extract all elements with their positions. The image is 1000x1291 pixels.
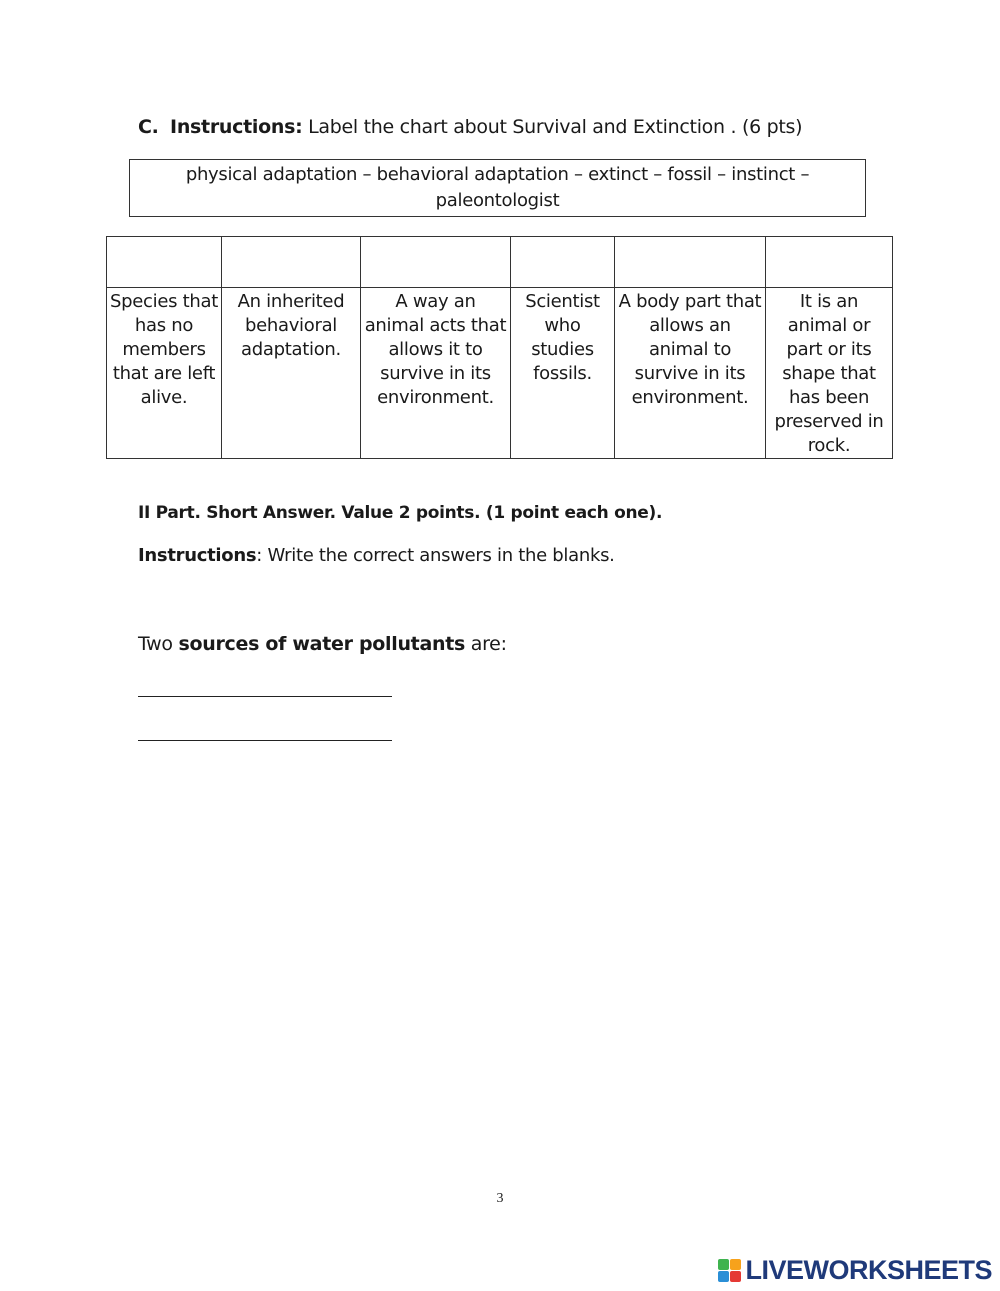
- answer-cell-5[interactable]: [615, 237, 766, 288]
- answer-cell-2[interactable]: [222, 237, 361, 288]
- definition-cell: Scientist who studies fossils.: [511, 288, 615, 459]
- logo-tile: [730, 1259, 741, 1270]
- answer-blank-1[interactable]: [138, 696, 392, 697]
- section-label: C.: [138, 116, 159, 138]
- definition-cell: Species that has no members that are left alive.: [107, 288, 222, 459]
- answer-cell-6[interactable]: [766, 237, 893, 288]
- brand-text: LIVEWORKSHEETS: [745, 1254, 992, 1285]
- answer-cell-4[interactable]: [511, 237, 615, 288]
- answer-blank-2[interactable]: [138, 740, 392, 741]
- answer-cell-3[interactable]: [361, 237, 511, 288]
- definition-cell: A body part that allows an animal to survive in its environment.: [615, 288, 766, 459]
- definition-cell: It is an animal or part or its shape that has been preserved in rock.: [766, 288, 893, 459]
- word-bank: physical adaptation – behavioral adaptation – extinct – fossil – instinct – paleontologist: [129, 159, 866, 217]
- question-prefix: Two: [138, 633, 179, 655]
- part2-instructions-text: : Write the correct answers in the blanks.: [256, 545, 615, 566]
- answer-row: [107, 237, 893, 288]
- question-suffix: are:: [465, 633, 507, 655]
- water-pollutants-question: [138, 633, 507, 655]
- instructions-label: Instructions:: [170, 116, 303, 138]
- section-c-instructions: [138, 116, 802, 138]
- logo-tile: [718, 1259, 729, 1270]
- definition-cell: A way an animal acts that allows it to survive in its environment.: [361, 288, 511, 459]
- logo-tile: [718, 1271, 729, 1282]
- liveworksheets-logo-icon: [718, 1259, 741, 1282]
- liveworksheets-brand: [718, 1255, 992, 1285]
- definition-cell: An inherited behavioral adaptation.: [222, 288, 361, 459]
- question-bold: sources of water pollutants: [178, 633, 465, 655]
- survival-extinction-chart: [106, 236, 893, 459]
- instructions-text: Label the chart about Survival and Extinction . (6 pts): [308, 116, 803, 138]
- logo-tile: [730, 1271, 741, 1282]
- answer-cell-1[interactable]: [107, 237, 222, 288]
- definition-row: [107, 288, 893, 459]
- page-number: 3: [496, 1191, 504, 1206]
- part2-title: II Part. Short Answer. Value 2 points. (1 point each one).: [138, 503, 663, 523]
- part2-instructions: [138, 545, 615, 566]
- part2-instructions-label: Instructions: [138, 545, 257, 566]
